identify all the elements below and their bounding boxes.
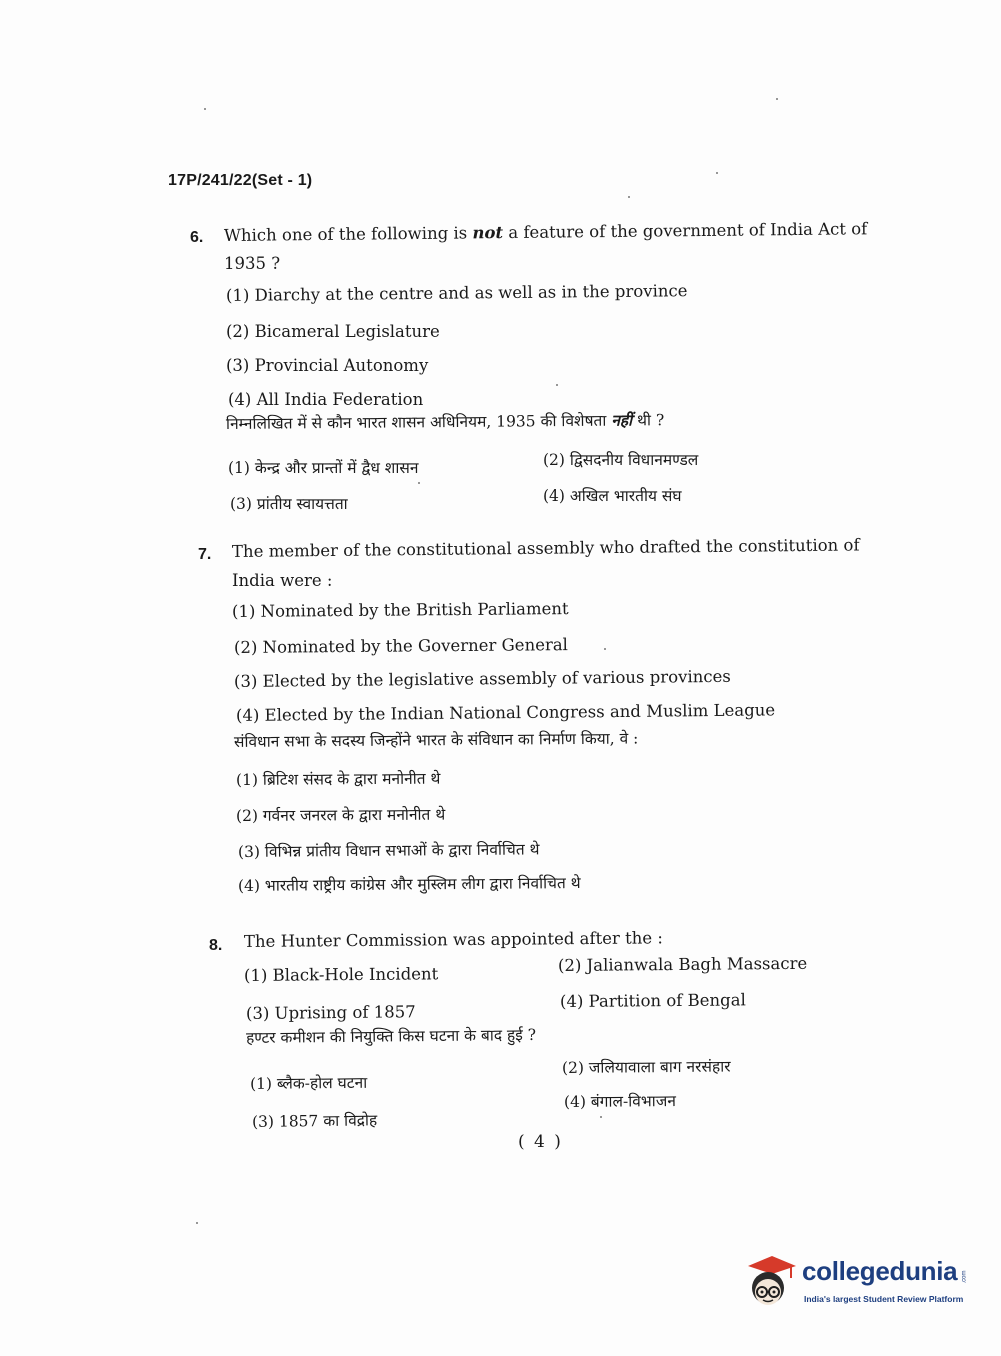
text-segment: Which one of the following is xyxy=(223,223,473,245)
scan-speck xyxy=(600,1116,602,1118)
text-segment: थी ? xyxy=(632,411,665,430)
option-1: (1) Nominated by the British Parliament xyxy=(231,599,569,621)
option-3: (3) Uprising of 1857 xyxy=(245,1002,416,1023)
question-number: 6. xyxy=(190,229,204,246)
hindi-question-text xyxy=(226,408,664,434)
option-1: (1) Black-Hole Incident xyxy=(243,964,439,985)
scan-speck xyxy=(628,196,630,198)
scan-speck xyxy=(204,108,206,110)
option-4: (4) All India Federation xyxy=(228,390,424,409)
option-4: (4) Partition of Bengal xyxy=(559,990,746,1011)
collegedunia-logo xyxy=(742,1252,972,1312)
scan-speck xyxy=(196,1222,198,1224)
page-number: ( 4 ) xyxy=(518,1132,563,1152)
scan-speck xyxy=(716,172,718,174)
emphasis-text: नहीं xyxy=(611,410,633,430)
hindi-option-4: (4) बंगाल-विभाजन xyxy=(563,1092,676,1111)
question-text-line-1: The member of the constitutional assembly who drafted the constitution of xyxy=(231,535,860,561)
brand-suffix: .com xyxy=(961,1270,968,1284)
question-text-line-2: 1935 ? xyxy=(224,254,281,273)
hindi-option-1: (1) ब्रिटिश संसद के द्वारा मनोनीत थे xyxy=(235,769,441,789)
question-text-line-1: The Hunter Commission was appointed after the : xyxy=(243,928,664,951)
hindi-option-1: (1) केन्द्र और प्रान्तों में द्वैध शासन xyxy=(228,459,419,477)
text-segment: निम्नलिखित में से कौन भारत शासन अधिनियम, 1935 की विशेषता xyxy=(225,411,612,433)
hindi-question-text: हण्टर कमीशन की नियुक्ति किस घटना के बाद हुई ? xyxy=(245,1025,537,1047)
hindi-option-3: (3) 1857 का विद्रोह xyxy=(251,1111,378,1131)
hindi-option-2: (2) द्विसदनीय विधानमण्डल xyxy=(543,451,699,469)
brand-tagline: India's largest Student Review Platform xyxy=(804,1294,964,1304)
option-3: (3) Elected by the legislative assembly of various provinces xyxy=(233,666,731,691)
scan-speck xyxy=(418,482,420,484)
question-text-line-2: India were : xyxy=(232,571,333,590)
mascot-icon xyxy=(742,1252,800,1312)
option-1: (1) Diarchy at the centre and as well as in the province xyxy=(225,281,688,305)
question-number: 7. xyxy=(198,546,212,563)
option-4: (4) Elected by the Indian National Congress and Muslim League xyxy=(235,700,776,725)
hindi-option-1: (1) ब्लैक-होल घटना xyxy=(249,1073,368,1093)
option-2: (2) Jalianwala Bagh Massacre xyxy=(557,953,808,975)
emphasis-text: not xyxy=(472,223,504,243)
scan-speck xyxy=(604,648,606,650)
scan-speck xyxy=(556,384,558,386)
paper-code: 17P/241/22(Set - 1) xyxy=(168,172,313,189)
option-2: (2) Nominated by the Governer General xyxy=(233,635,569,657)
option-3: (3) Provincial Autonomy xyxy=(226,356,429,375)
hindi-option-3: (3) विभिन्न प्रांतीय विधान सभाओं के द्वारा निर्वाचित थे xyxy=(237,840,540,861)
question-text-line-1 xyxy=(224,215,868,249)
question-number: 8. xyxy=(209,937,223,954)
hindi-option-4: (4) अखिल भारतीय संघ xyxy=(543,487,682,505)
hindi-question-text: संविधान सभा के सदस्य जिन्होंने भारत के संविधान का निर्माण किया, वे : xyxy=(233,729,639,751)
brand-name: collegedunia xyxy=(802,1256,958,1286)
hindi-option-2: (2) गर्वनर जनरल के द्वारा मनोनीत थे xyxy=(235,805,446,825)
hindi-option-3: (3) प्रांतीय स्वायत्तता xyxy=(230,495,348,513)
option-2: (2) Bicameral Legislature xyxy=(226,322,440,341)
hindi-option-2: (2) जलियावाला बाग नरसंहार xyxy=(561,1057,731,1077)
scan-speck xyxy=(776,98,778,100)
hindi-option-4: (4) भारतीय राष्ट्रीय कांग्रेस और मुस्लिम लीग द्वारा निर्वाचित थे xyxy=(237,874,581,895)
text-segment: a feature of the government of India Act of xyxy=(502,219,868,243)
